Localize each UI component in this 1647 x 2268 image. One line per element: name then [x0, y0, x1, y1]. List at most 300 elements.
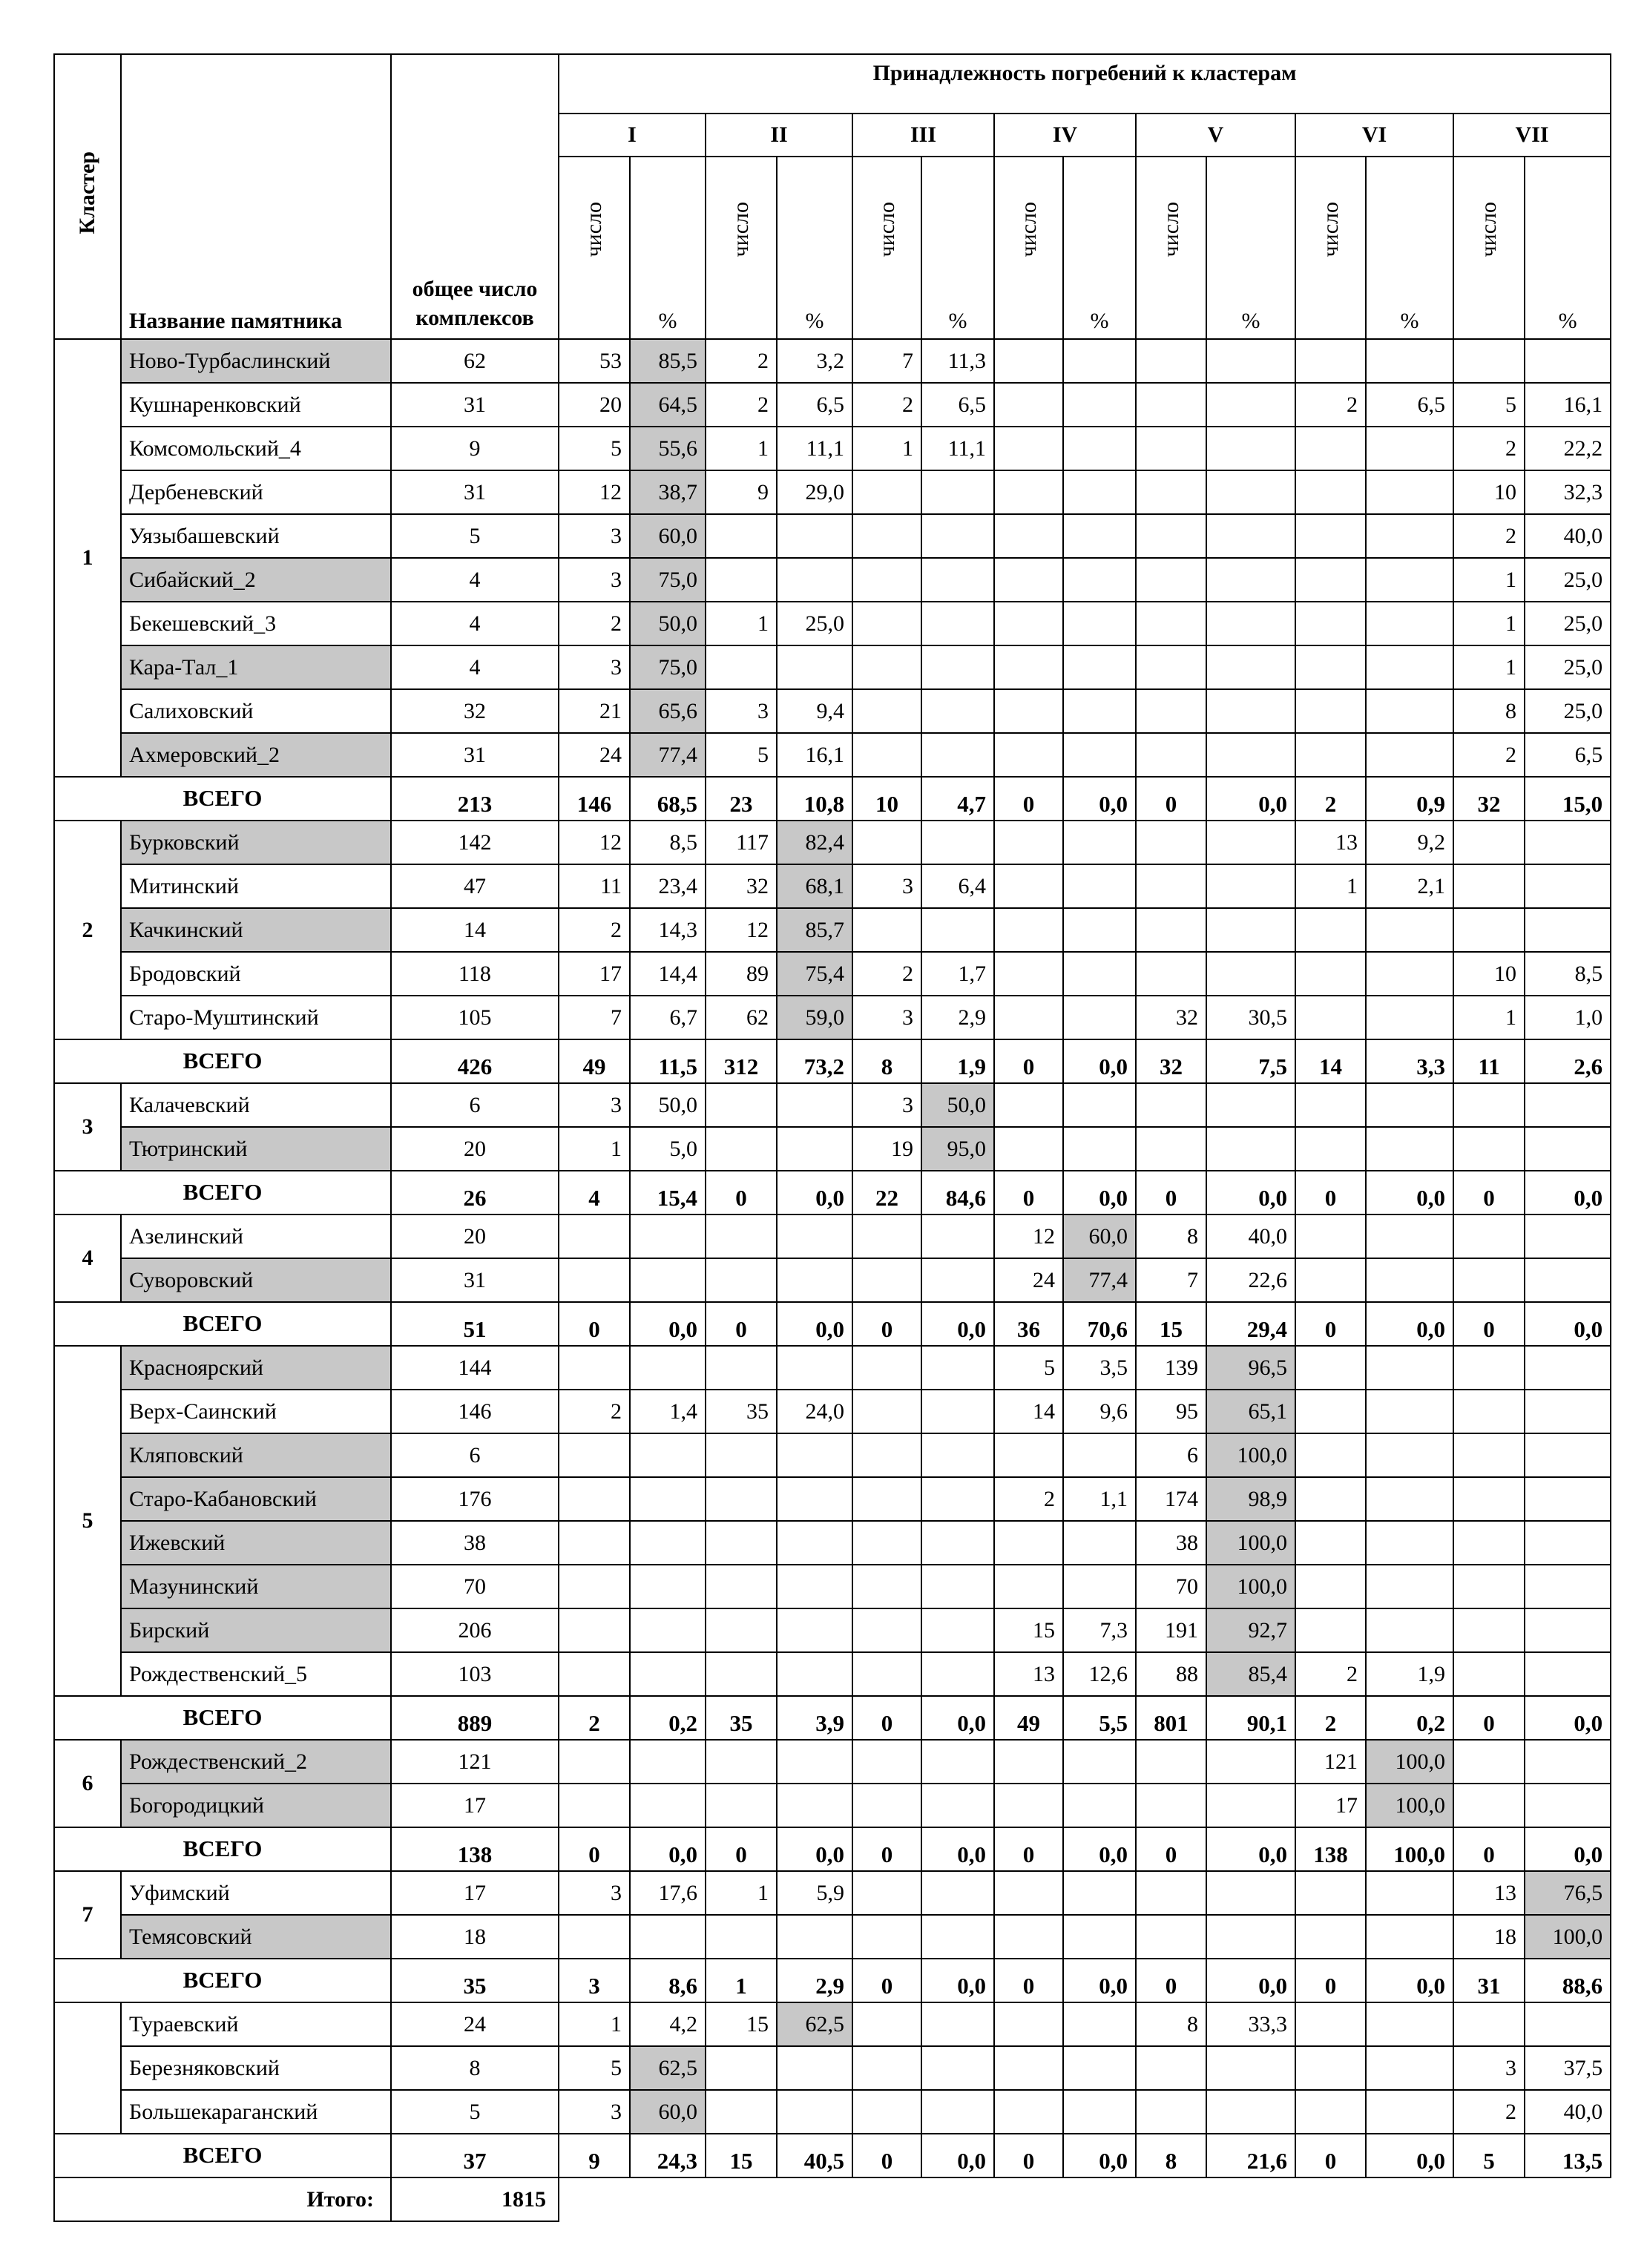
percent-cell: 14,4 — [630, 952, 706, 996]
table-row — [54, 1740, 1611, 1784]
percent-cell — [921, 908, 994, 952]
percent-cell — [1525, 339, 1611, 383]
count-cell — [1136, 514, 1206, 558]
count-cell — [1295, 1258, 1366, 1302]
percent-cell — [921, 1784, 994, 1827]
percent-cell — [1206, 383, 1295, 427]
percent-cell — [1366, 602, 1453, 645]
count-cell — [1295, 427, 1366, 470]
count-cell — [1136, 339, 1206, 383]
total-count-cell: 0 — [1295, 1302, 1366, 1346]
site-total: 31 — [391, 470, 559, 514]
percent-cell: 12,6 — [1063, 1652, 1136, 1696]
percent-header: % — [921, 157, 994, 339]
count-cell — [994, 1521, 1063, 1565]
count-cell — [1453, 1214, 1525, 1258]
percent-cell — [1525, 1608, 1611, 1652]
site-total: 103 — [391, 1652, 559, 1696]
percent-cell — [1366, 1565, 1453, 1608]
percent-cell — [1206, 733, 1295, 777]
count-cell: 19 — [852, 1127, 921, 1171]
count-cell — [1453, 1565, 1525, 1608]
count-cell — [852, 1608, 921, 1652]
total-percent-cell: 88,6 — [1525, 1959, 1611, 2002]
site-total: 5 — [391, 2090, 559, 2134]
percent-cell — [1366, 1258, 1453, 1302]
count-cell: 3 — [559, 645, 630, 689]
count-cell: 2 — [1453, 733, 1525, 777]
count-cell — [706, 1433, 777, 1477]
percent-cell: 76,5 — [1525, 1871, 1611, 1915]
site-total: 142 — [391, 821, 559, 864]
site-total: 31 — [391, 1258, 559, 1302]
count-cell — [1453, 1784, 1525, 1827]
count-cell — [1295, 952, 1366, 996]
count-cell: 2 — [852, 383, 921, 427]
count-cell: 12 — [706, 908, 777, 952]
percent-cell: 3,5 — [1063, 1346, 1136, 1390]
count-cell — [559, 1258, 630, 1302]
count-cell: 1 — [1453, 602, 1525, 645]
count-cell: 13 — [994, 1652, 1063, 1696]
count-cell — [994, 1871, 1063, 1915]
grand-total-value: 1815 — [391, 2177, 559, 2221]
count-cell: 6 — [1136, 1433, 1206, 1477]
table-row — [54, 1565, 1611, 1608]
count-cell: 7 — [559, 996, 630, 1039]
percent-cell — [1206, 1740, 1295, 1784]
percent-cell: 30,5 — [1206, 996, 1295, 1039]
count-cell — [852, 821, 921, 864]
count-cell — [852, 689, 921, 733]
cluster-header-VII: VII — [1453, 114, 1611, 157]
percent-cell: 100,0 — [1525, 1915, 1611, 1959]
count-cell: 5 — [1453, 383, 1525, 427]
percent-cell: 1,0 — [1525, 996, 1611, 1039]
percent-cell — [1366, 2002, 1453, 2046]
site-name: Темясовский — [121, 1915, 391, 1959]
percent-cell: 100,0 — [1366, 1784, 1453, 1827]
count-cell: 3 — [852, 996, 921, 1039]
count-cell — [1136, 427, 1206, 470]
percent-cell: 59,0 — [777, 996, 852, 1039]
group-total-row — [54, 1827, 1611, 1871]
total-percent-cell: 15,0 — [1525, 777, 1611, 821]
count-cell — [1295, 645, 1366, 689]
percent-cell: 9,4 — [777, 689, 852, 733]
group-total-row — [54, 1171, 1611, 1214]
percent-cell — [630, 1258, 706, 1302]
cluster-header-II: II — [706, 114, 852, 157]
percent-cell — [921, 1214, 994, 1258]
cluster-header-I: I — [559, 114, 706, 157]
percent-cell: 68,1 — [777, 864, 852, 908]
percent-cell — [1366, 1915, 1453, 1959]
count-cell — [559, 1433, 630, 1477]
count-cell — [994, 1784, 1063, 1827]
percent-cell — [1366, 908, 1453, 952]
count-cell — [1295, 1127, 1366, 1171]
percent-cell — [1206, 1915, 1295, 1959]
site-name: Тютринский — [121, 1127, 391, 1171]
percent-cell: 9,6 — [1063, 1390, 1136, 1433]
percent-cell — [1063, 470, 1136, 514]
total-percent-cell: 2,6 — [1525, 1039, 1611, 1083]
percent-cell: 16,1 — [1525, 383, 1611, 427]
count-cell — [852, 602, 921, 645]
total-percent-cell: 0,0 — [921, 1959, 994, 2002]
count-cell — [706, 558, 777, 602]
site-name: Кара-Тал_1 — [121, 645, 391, 689]
table-row — [54, 1652, 1611, 1696]
count-cell: 2 — [559, 1390, 630, 1433]
count-cell — [1136, 2046, 1206, 2090]
count-cell: 7 — [1136, 1258, 1206, 1302]
site-total: 18 — [391, 1915, 559, 1959]
percent-cell: 5,9 — [777, 1871, 852, 1915]
count-cell — [852, 2090, 921, 2134]
count-cell: 2 — [852, 952, 921, 996]
group-total-row — [54, 777, 1611, 821]
count-cell — [852, 1652, 921, 1696]
percent-cell: 17,6 — [630, 1871, 706, 1915]
group-total-row — [54, 1959, 1611, 2002]
percent-cell: 55,6 — [630, 427, 706, 470]
site-name: Уфимский — [121, 1871, 391, 1915]
total-count-cell: 0 — [994, 777, 1063, 821]
percent-cell — [777, 1652, 852, 1696]
percent-cell: 85,7 — [777, 908, 852, 952]
percent-cell — [1525, 1127, 1611, 1171]
percent-cell: 6,5 — [1525, 733, 1611, 777]
total-count-cell: 1 — [706, 1959, 777, 2002]
site-total: 38 — [391, 1521, 559, 1565]
count-cell — [852, 1521, 921, 1565]
count-cell — [994, 1740, 1063, 1784]
total-count-cell: 0 — [1453, 1302, 1525, 1346]
site-total: 20 — [391, 1127, 559, 1171]
percent-cell — [1366, 514, 1453, 558]
percent-cell: 85,5 — [630, 339, 706, 383]
percent-cell — [1206, 602, 1295, 645]
site-total: 176 — [391, 1477, 559, 1521]
count-cell: 53 — [559, 339, 630, 383]
count-cell — [994, 339, 1063, 383]
percent-cell: 85,4 — [1206, 1652, 1295, 1696]
percent-header: % — [777, 157, 852, 339]
percent-cell — [630, 1652, 706, 1696]
count-cell — [706, 1565, 777, 1608]
percent-cell: 23,4 — [630, 864, 706, 908]
count-cell: 5 — [559, 427, 630, 470]
count-cell — [994, 733, 1063, 777]
percent-cell — [1063, 514, 1136, 558]
count-cell — [994, 383, 1063, 427]
percent-cell — [1366, 689, 1453, 733]
count-cell — [994, 2090, 1063, 2134]
count-cell — [1136, 864, 1206, 908]
count-cell — [559, 1652, 630, 1696]
total-count-cell: 15 — [706, 2134, 777, 2177]
cluster-number: 3 — [54, 1083, 121, 1171]
site-total: 9 — [391, 427, 559, 470]
percent-cell — [1525, 1390, 1611, 1433]
count-cell — [706, 1346, 777, 1390]
total-count-cell: 0 — [1136, 1171, 1206, 1214]
percent-cell: 2,9 — [921, 996, 994, 1039]
count-cell — [1453, 1608, 1525, 1652]
percent-cell — [630, 1433, 706, 1477]
percent-header: % — [1366, 157, 1453, 339]
count-cell: 1 — [1453, 558, 1525, 602]
percent-cell — [1206, 470, 1295, 514]
percent-cell: 100,0 — [1206, 1433, 1295, 1477]
cluster-header-III: III — [852, 114, 994, 157]
cluster-header-IV: IV — [994, 114, 1136, 157]
site-name: Большекараганский — [121, 2090, 391, 2134]
count-cell — [994, 996, 1063, 1039]
site-total: 206 — [391, 1608, 559, 1652]
site-total: 105 — [391, 996, 559, 1039]
count-cell: 8 — [1136, 1214, 1206, 1258]
count-cell: 5 — [559, 2046, 630, 2090]
count-cell: 1 — [706, 427, 777, 470]
percent-cell — [921, 1565, 994, 1608]
site-total: 4 — [391, 558, 559, 602]
percent-cell — [1366, 339, 1453, 383]
site-name: Кушнаренковский — [121, 383, 391, 427]
table-row — [54, 1258, 1611, 1302]
total-percent-cell: 0,0 — [1206, 1959, 1295, 2002]
percent-cell — [1525, 1477, 1611, 1521]
count-cell — [994, 1433, 1063, 1477]
percent-cell: 29,0 — [777, 470, 852, 514]
percent-cell — [1063, 1127, 1136, 1171]
site-total: 62 — [391, 339, 559, 383]
count-cell — [994, 908, 1063, 952]
percent-cell: 8,5 — [630, 821, 706, 864]
percent-cell — [1525, 1652, 1611, 1696]
count-cell — [1453, 908, 1525, 952]
total-percent-cell: 0,9 — [1366, 777, 1453, 821]
count-cell — [706, 1608, 777, 1652]
count-cell — [852, 558, 921, 602]
table-row — [54, 821, 1611, 864]
total-percent-cell: 21,6 — [1206, 2134, 1295, 2177]
count-cell — [1295, 1871, 1366, 1915]
percent-cell — [921, 1521, 994, 1565]
total-percent-cell: 0,2 — [1366, 1696, 1453, 1740]
percent-cell — [630, 1608, 706, 1652]
count-cell: 1 — [706, 602, 777, 645]
cluster-header-V: V — [1136, 114, 1295, 157]
percent-header: % — [1206, 157, 1295, 339]
site-name: Дербеневский — [121, 470, 391, 514]
total-count-cell: 23 — [706, 777, 777, 821]
count-cell — [852, 1258, 921, 1302]
percent-cell — [777, 558, 852, 602]
percent-cell — [1366, 1477, 1453, 1521]
percent-cell — [1525, 1083, 1611, 1127]
total-percent-cell: 3,3 — [1366, 1039, 1453, 1083]
count-cell — [994, 514, 1063, 558]
percent-cell — [777, 1346, 852, 1390]
percent-cell: 100,0 — [1366, 1740, 1453, 1784]
count-cell — [1136, 1871, 1206, 1915]
count-cell — [706, 1477, 777, 1521]
count-cell: 13 — [1295, 821, 1366, 864]
count-cell — [994, 1083, 1063, 1127]
percent-cell: 22,2 — [1525, 427, 1611, 470]
percent-cell — [630, 1214, 706, 1258]
percent-cell: 62,5 — [777, 2002, 852, 2046]
grand-total-label: Итого: — [54, 2177, 391, 2221]
percent-cell — [1206, 908, 1295, 952]
percent-header: % — [630, 157, 706, 339]
count-cell — [1136, 1083, 1206, 1127]
count-cell — [1136, 1915, 1206, 1959]
percent-cell — [1525, 821, 1611, 864]
count-cell: 121 — [1295, 1740, 1366, 1784]
total-percent-cell: 0,0 — [1063, 1171, 1136, 1214]
percent-cell: 64,5 — [630, 383, 706, 427]
percent-cell: 5,0 — [630, 1127, 706, 1171]
count-cell — [994, 864, 1063, 908]
table-row — [54, 2046, 1611, 2090]
count-cell — [852, 2046, 921, 2090]
percent-cell — [1366, 2046, 1453, 2090]
percent-cell — [1063, 1565, 1136, 1608]
total-label: ВСЕГО — [54, 1827, 391, 1871]
count-cell — [559, 1214, 630, 1258]
total-count-cell: 11 — [1453, 1039, 1525, 1083]
total-percent-cell: 0,0 — [921, 2134, 994, 2177]
total-count-cell: 0 — [706, 1827, 777, 1871]
percent-cell — [921, 1346, 994, 1390]
count-header: число — [852, 157, 921, 339]
total-percent-cell: 5,5 — [1063, 1696, 1136, 1740]
total-percent-cell: 70,6 — [1063, 1302, 1136, 1346]
blank-cell — [559, 2177, 1611, 2221]
count-cell: 2 — [559, 908, 630, 952]
percent-cell — [921, 1433, 994, 1477]
table-row — [54, 689, 1611, 733]
total-count-cell: 0 — [559, 1302, 630, 1346]
site-total: 24 — [391, 2002, 559, 2046]
cluster-number: 4 — [54, 1214, 121, 1302]
table-row — [54, 602, 1611, 645]
total-count-cell: 0 — [1453, 1827, 1525, 1871]
count-cell — [559, 1521, 630, 1565]
table-row — [54, 383, 1611, 427]
count-cell — [559, 1608, 630, 1652]
percent-cell — [1206, 645, 1295, 689]
percent-cell — [777, 1521, 852, 1565]
table-row — [54, 1521, 1611, 1565]
percent-cell — [921, 1608, 994, 1652]
count-cell — [1295, 1915, 1366, 1959]
percent-cell: 8,5 — [1525, 952, 1611, 996]
table-row — [54, 864, 1611, 908]
site-name: Азелинский — [121, 1214, 391, 1258]
site-total: 31 — [391, 733, 559, 777]
percent-cell — [1063, 2002, 1136, 2046]
count-cell — [1295, 1390, 1366, 1433]
percent-cell: 25,0 — [777, 602, 852, 645]
table-row — [54, 1390, 1611, 1433]
count-cell — [994, 1915, 1063, 1959]
count-cell — [1136, 1127, 1206, 1171]
count-cell — [706, 514, 777, 558]
count-cell — [852, 1390, 921, 1433]
total-count-cell: 49 — [559, 1039, 630, 1083]
count-cell — [994, 821, 1063, 864]
site-total: 17 — [391, 1871, 559, 1915]
total-percent-cell: 4,7 — [921, 777, 994, 821]
count-cell — [852, 514, 921, 558]
percent-cell: 75,0 — [630, 558, 706, 602]
count-cell — [852, 645, 921, 689]
percent-cell — [1063, 733, 1136, 777]
percent-cell: 77,4 — [1063, 1258, 1136, 1302]
site-name: Суворовский — [121, 1258, 391, 1302]
count-cell — [1453, 1346, 1525, 1390]
total-percent-cell: 0,0 — [1525, 1827, 1611, 1871]
percent-cell: 40,0 — [1206, 1214, 1295, 1258]
percent-cell — [1366, 645, 1453, 689]
cluster-membership-table — [53, 53, 1611, 2222]
count-cell — [559, 1477, 630, 1521]
total-count-cell: 35 — [706, 1696, 777, 1740]
total-percent-cell: 11,5 — [630, 1039, 706, 1083]
total-percent-cell: 0,0 — [777, 1171, 852, 1214]
percent-cell: 77,4 — [630, 733, 706, 777]
percent-cell — [1063, 864, 1136, 908]
percent-cell — [1366, 470, 1453, 514]
site-name: Мазунинский — [121, 1565, 391, 1608]
count-cell: 117 — [706, 821, 777, 864]
total-count-cell: 0 — [1136, 1827, 1206, 1871]
count-cell: 2 — [1295, 1652, 1366, 1696]
count-cell — [706, 1740, 777, 1784]
count-cell: 11 — [559, 864, 630, 908]
count-cell: 174 — [1136, 1477, 1206, 1521]
total-percent-cell: 8,6 — [630, 1959, 706, 2002]
count-cell — [994, 689, 1063, 733]
count-cell: 1 — [1453, 996, 1525, 1039]
count-cell — [1136, 952, 1206, 996]
table-row — [54, 514, 1611, 558]
table-row — [54, 1915, 1611, 1959]
count-cell — [1136, 1784, 1206, 1827]
count-cell: 62 — [706, 996, 777, 1039]
percent-cell: 2,1 — [1366, 864, 1453, 908]
count-cell: 17 — [1295, 1784, 1366, 1827]
count-cell: 8 — [1136, 2002, 1206, 2046]
group-total-row — [54, 1302, 1611, 1346]
table-row — [54, 1477, 1611, 1521]
total-count-cell: 10 — [852, 777, 921, 821]
percent-cell — [630, 1740, 706, 1784]
site-name: Рождественский_5 — [121, 1652, 391, 1696]
count-cell: 3 — [559, 558, 630, 602]
count-cell — [706, 1915, 777, 1959]
percent-cell — [1063, 821, 1136, 864]
total-percent-cell: 84,6 — [921, 1171, 994, 1214]
site-name: Ижевский — [121, 1521, 391, 1565]
total-count-cell: 312 — [706, 1039, 777, 1083]
count-cell — [706, 1214, 777, 1258]
